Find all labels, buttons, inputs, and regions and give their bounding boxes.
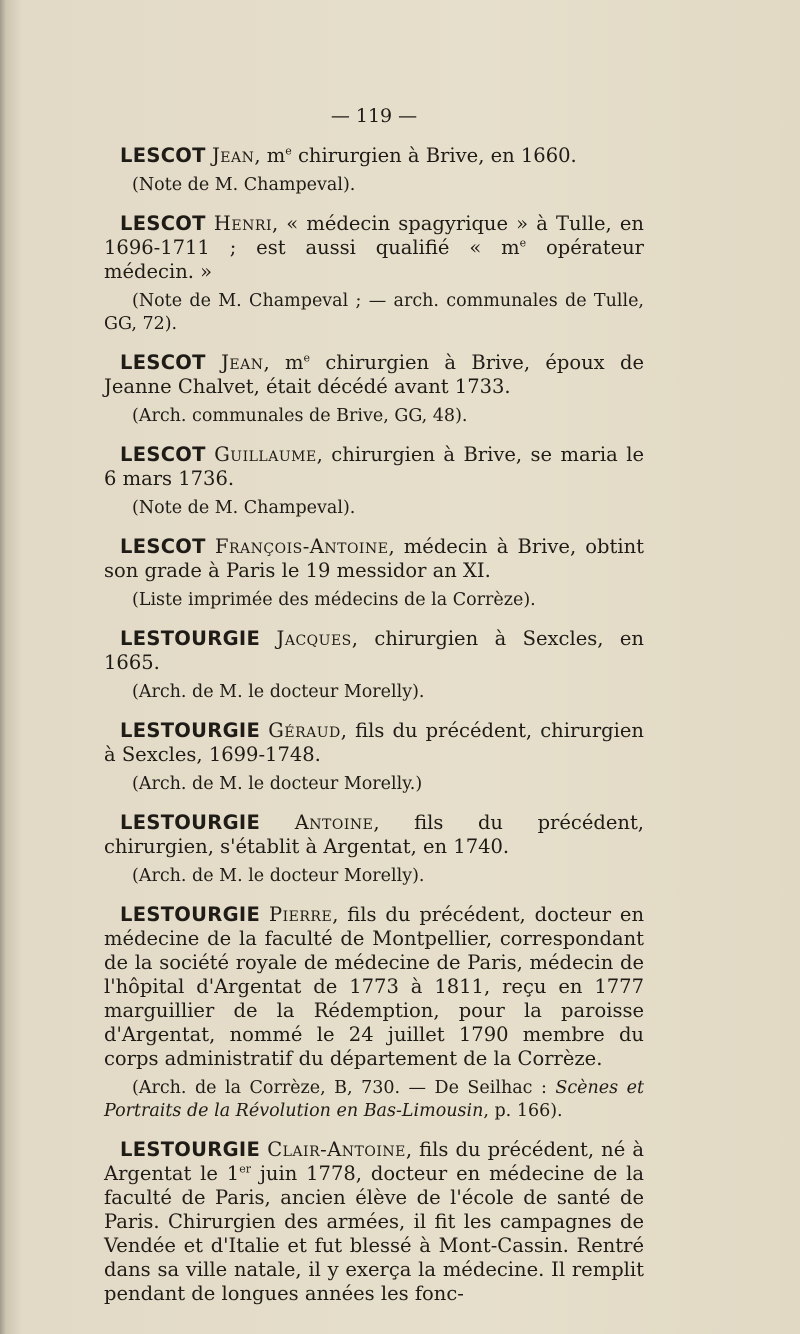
entry-given-name: Guillaume [214, 443, 317, 466]
entry-source-note [104, 1077, 644, 1123]
entry-surname: LESCOT [120, 443, 206, 466]
entry-text: chirurgien à Brive, en 1660. [291, 144, 577, 167]
note-text: , p. 166). [483, 1101, 563, 1121]
superscript: e [519, 236, 527, 250]
entry-source-note: (Liste imprimée des médecins de la Corrèze). [132, 590, 536, 610]
entry-surname: LESCOT [120, 351, 206, 374]
entry-lestourgie-geraud [104, 719, 644, 796]
entry-surname: LESTOURGIE [120, 1138, 261, 1161]
entry-text: juin 1778, docteur en médecine de la faculté de Paris, ancien élève de l'école de santé de Paris. Chirurgien des armées, il fit les campagnes de Vendée et d'Italie et fut blessé à Mont-Cassin. Rentré dans sa ville natale, il y exerça la médecine. Il remplit pendant de longues années les fonc- [104, 1162, 644, 1305]
entry-lescot-henri [104, 212, 644, 336]
entry-surname: LESTOURGIE [120, 903, 261, 926]
entry-text: opérateur médecin. » [104, 236, 645, 283]
entry-text: , chirurgien à Sexcles, en 1665. [104, 627, 644, 674]
entry-text: , m [263, 351, 304, 374]
entry-text: , chirurgien à Brive, se maria le 6 mars 1736. [104, 443, 644, 490]
entry-surname: LESTOURGIE [120, 811, 261, 834]
superscript: er [239, 1162, 251, 1176]
book-title: Scènes et Portraits de la Révolution en Bas-Limousin [104, 1078, 644, 1121]
entry-source-note: (Note de M. Champeval). [132, 175, 356, 195]
page-number: — 119 — [330, 105, 418, 127]
entry-lestourgie-antoine [104, 811, 644, 888]
entry-lestourgie-jacques [104, 627, 644, 704]
text-block [104, 104, 644, 1321]
entry-lescot-francois-antoine [104, 535, 644, 612]
entry-text: , fils du précédent, chirurgien à Sexcles, 1699-1748. [104, 719, 644, 766]
entry-given-name: Jean [211, 144, 255, 167]
entry-text: , « médecin spagyrique » à Tulle, en 1696-1711 ; est aussi qualifié « m [104, 212, 644, 259]
entry-given-name: Antoine [294, 811, 374, 834]
entry-given-name: François-Antoine [214, 535, 389, 558]
entry-source-note: (Note de M. Champeval). [132, 498, 356, 518]
entry-lescot-jean-1660 [104, 144, 644, 197]
entry-source-note: (Arch. de M. le docteur Morelly). [132, 682, 425, 702]
superscript: e [285, 144, 292, 158]
entry-source-note: (Arch. de M. le docteur Morelly.) [132, 774, 423, 794]
entry-given-name: Clair-Antoine [267, 1138, 406, 1161]
entry-surname: LESTOURGIE [120, 627, 261, 650]
entry-lestourgie-clair-antoine [104, 1138, 644, 1306]
entry-lescot-guillaume [104, 443, 644, 520]
entry-surname: LESCOT [120, 535, 206, 558]
entry-given-name: Jacques [276, 627, 352, 650]
entry-source-note: (Arch. de M. le docteur Morelly). [132, 866, 425, 886]
superscript: e [303, 351, 311, 365]
entry-given-name: Henri [213, 212, 272, 235]
entry-surname: LESCOT [120, 144, 206, 167]
entry-source-note: (Note de M. Champeval ; — arch. communales de Tulle, GG, 72). [104, 291, 644, 334]
entry-given-name: Jean [221, 351, 264, 374]
note-text: (Arch. de la Corrèze, B, 730. — De Seilhac : [132, 1078, 556, 1098]
entry-surname: LESCOT [120, 212, 206, 235]
entry-text: , m [254, 144, 286, 167]
entry-lescot-jean-1733 [104, 351, 644, 428]
entry-given-name: Pierre [269, 903, 333, 926]
entry-surname: LESTOURGIE [120, 719, 261, 742]
entry-text: , fils du précédent, chirurgien, s'établit à Argentat, en 1740. [104, 811, 644, 858]
entry-text: , médecin à Brive, obtint son grade à Paris le 19 messidor an XI. [104, 535, 644, 582]
entry-source-note: (Arch. communales de Brive, GG, 48). [132, 406, 468, 426]
entry-text: chirurgien à Brive, époux de Jeanne Chalvet, était décédé avant 1733. [104, 351, 644, 398]
entry-given-name: Géraud [268, 719, 341, 742]
entry-lestourgie-pierre [104, 903, 644, 1123]
entry-text: , fils du précédent, docteur en médecine de la faculté de Montpellier, correspondant de la société royale de médecine de Paris, médecin de l'hôpital d'Argentat de 1773 à 1811, reçu en 1777 marguillier de la Rédemption, pour la paroisse d'Argentat, nommé le 24 juillet 1790 membre du corps administratif du département de la Corrèze. [104, 903, 645, 1070]
entry-text: , fils du précédent, né à Argentat le 1 [104, 1138, 644, 1185]
